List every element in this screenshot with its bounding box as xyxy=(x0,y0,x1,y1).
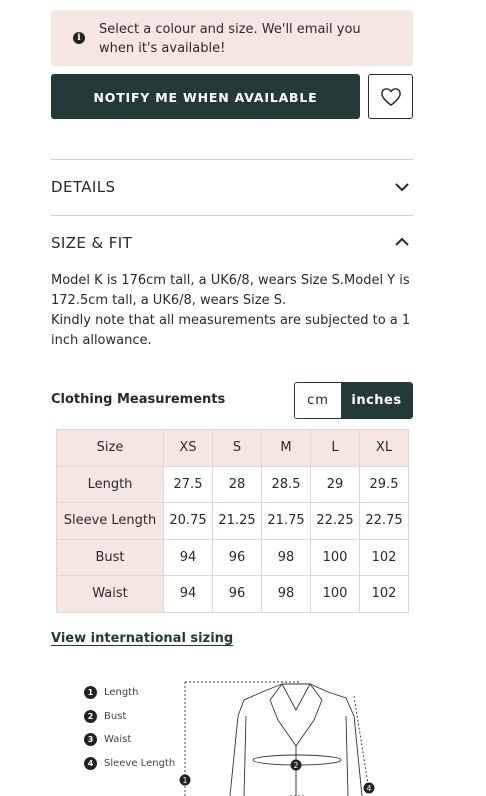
size-chart-table xyxy=(56,429,409,613)
table-cell: 98 xyxy=(262,576,311,613)
legend-number: 1 xyxy=(84,686,97,699)
legend-item xyxy=(84,681,175,705)
notice-message: Select a colour and size. We'll email you when it's available! xyxy=(99,22,361,56)
details-accordion-title[interactable]: DETAILS xyxy=(51,178,116,196)
notify-me-button[interactable]: NOTIFY ME WHEN AVAILABLE xyxy=(51,74,360,119)
chevron-up-icon[interactable] xyxy=(394,236,410,248)
legend-label: Length xyxy=(104,687,139,699)
measurement-legend xyxy=(84,681,175,775)
legend-number: 3 xyxy=(84,733,97,746)
table-header-cell: Size xyxy=(57,430,164,467)
legend-item xyxy=(84,728,175,752)
legend-label: Sleeve Length xyxy=(104,757,176,769)
unit-inches-option[interactable]: inches xyxy=(341,383,412,418)
table-cell: 29 xyxy=(311,466,360,503)
table-cell: 20.75 xyxy=(164,503,213,540)
garment-diagram xyxy=(170,676,390,796)
table-header-cell: XS xyxy=(164,430,213,467)
table-cell: 28.5 xyxy=(262,466,311,503)
sleeve-marker xyxy=(364,783,375,794)
legend-label: Waist xyxy=(104,734,132,746)
allowance-note: Kindly note that all measurements are subjected to a 1 inch allowance. xyxy=(51,313,411,348)
table-cell: 22.75 xyxy=(360,503,409,540)
legend-number: 4 xyxy=(84,757,97,770)
table-cell: 102 xyxy=(360,539,409,576)
legend-item xyxy=(84,705,175,729)
table-cell: 94 xyxy=(164,539,213,576)
table-cell: 27.5 xyxy=(164,466,213,503)
marker-label: 4 xyxy=(366,784,372,793)
table-cell: 22.25 xyxy=(311,503,360,540)
wishlist-button[interactable] xyxy=(368,74,413,119)
unit-toggle xyxy=(294,382,413,419)
row-label: Bust xyxy=(57,539,164,576)
row-label: Length xyxy=(57,466,164,503)
table-row xyxy=(57,539,409,576)
unit-cm-option[interactable]: cm xyxy=(295,383,341,418)
marker-label: 2 xyxy=(293,761,299,770)
table-cell: 96 xyxy=(213,576,262,613)
table-header-cell: S xyxy=(213,430,262,467)
marker-label: 1 xyxy=(182,776,188,785)
table-header-cell: L xyxy=(311,430,360,467)
divider xyxy=(51,215,413,216)
table-cell: 21.75 xyxy=(262,503,311,540)
table-cell: 29.5 xyxy=(360,466,409,503)
length-marker xyxy=(180,775,191,786)
legend-label: Bust xyxy=(104,710,127,722)
table-cell: 28 xyxy=(213,466,262,503)
table-row xyxy=(57,503,409,540)
table-row xyxy=(57,466,409,503)
measurements-title: Clothing Measurements xyxy=(51,392,226,407)
row-label: Waist xyxy=(57,576,164,613)
international-sizing-link[interactable]: View international sizing xyxy=(51,631,234,646)
size-fit-accordion-title[interactable]: SIZE & FIT xyxy=(51,234,133,252)
chevron-down-icon[interactable] xyxy=(394,181,410,193)
size-fit-description xyxy=(51,271,413,351)
row-label: Sleeve Length xyxy=(57,503,164,540)
table-cell: 94 xyxy=(164,576,213,613)
table-row xyxy=(57,576,409,613)
table-cell: 98 xyxy=(262,539,311,576)
heart-icon xyxy=(380,87,402,107)
model-info-text: Model K is 176cm tall, a UK6/8, wears Size S.Model Y is 172.5cm tall, a UK6/8, wears Size S. xyxy=(51,273,410,308)
table-cell: 102 xyxy=(360,576,409,613)
bust-marker xyxy=(291,760,302,771)
table-header-cell: XL xyxy=(360,430,409,467)
legend-item xyxy=(84,752,175,776)
table-cell: 100 xyxy=(311,539,360,576)
legend-number: 2 xyxy=(84,710,97,723)
divider xyxy=(51,159,413,160)
table-cell: 100 xyxy=(311,576,360,613)
table-header-cell: M xyxy=(262,430,311,467)
table-cell: 21.25 xyxy=(213,503,262,540)
info-icon: i xyxy=(73,32,85,44)
availability-notice xyxy=(51,10,413,66)
table-header-row xyxy=(57,430,409,467)
table-cell: 96 xyxy=(213,539,262,576)
